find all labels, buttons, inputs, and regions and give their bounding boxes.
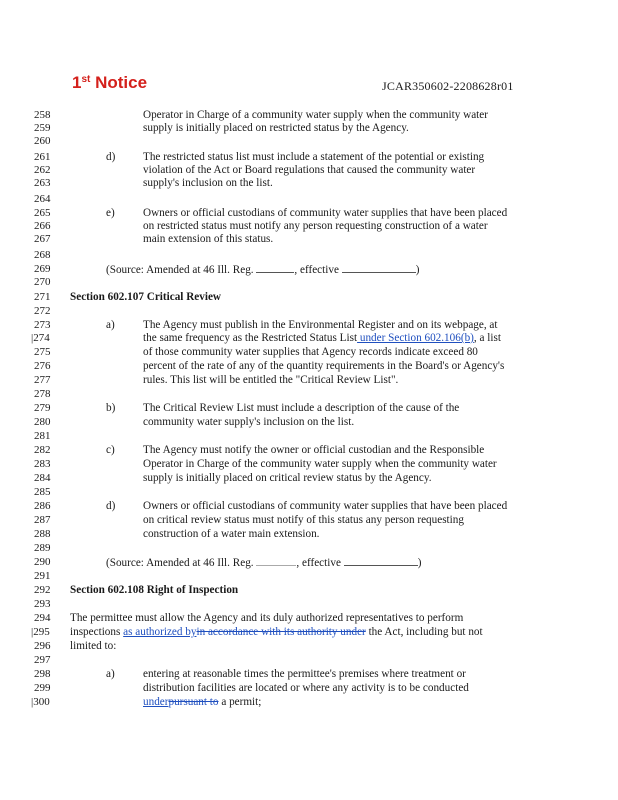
blank-line — [344, 556, 418, 566]
line-number: 296 — [34, 640, 51, 652]
line-number: 266 — [34, 220, 51, 232]
body-text: The Critical Review List must include a description of the cause of the — [143, 402, 460, 414]
item-label: d) — [106, 500, 116, 512]
body-text: on critical review status must notify of this status any person requesting — [143, 514, 464, 526]
line-number: 264 — [34, 193, 51, 205]
item-label: d) — [106, 151, 116, 163]
source-note: (Source: Amended at 46 Ill. Reg. , effective ) — [106, 557, 422, 569]
body-text: limited to: — [70, 640, 117, 652]
line-number: 300 — [33, 696, 50, 708]
line-number-with-change-bar: |300 — [31, 696, 50, 708]
line-number: 260 — [34, 135, 51, 147]
line-number: 273 — [34, 319, 51, 331]
body-text: construction of a water main extension. — [143, 528, 320, 540]
body-text: the same frequency as the Restricted Status List under Section 602.106(b), a list — [143, 332, 501, 344]
item-label: a) — [106, 668, 115, 680]
body-text: supply's inclusion on the list. — [143, 177, 273, 189]
line-number: 269 — [34, 263, 51, 275]
document-code: JCAR350602-2208628r01 — [382, 79, 514, 93]
section-heading: Section 602.107 Critical Review — [70, 291, 221, 303]
line-number: 299 — [34, 682, 51, 694]
line-number-with-change-bar: |274 — [31, 332, 50, 344]
line-number: 277 — [34, 374, 51, 386]
line-number: 287 — [34, 514, 51, 526]
notice-superscript: st — [81, 74, 91, 85]
notice-word: Notice — [95, 73, 148, 92]
line-number: 293 — [34, 598, 51, 610]
line-number: 286 — [34, 500, 51, 512]
body-text: entering at reasonable times the permittee's premises where treatment or — [143, 668, 466, 680]
line-number: 294 — [34, 612, 51, 624]
body-text: of those community water supplies that Agency records indicate exceed 80 — [143, 346, 478, 358]
line-number: 285 — [34, 486, 51, 498]
line-number: 298 — [34, 668, 51, 680]
item-label: c) — [106, 444, 115, 456]
line-number: 274 — [33, 332, 50, 344]
item-label: e) — [106, 207, 115, 219]
line-number: 292 — [34, 584, 51, 596]
body-text: percent of the rate of any of the quantity requirements in the Board's or Agency's — [143, 360, 505, 372]
line-number: 282 — [34, 444, 51, 456]
line-number: 276 — [34, 360, 51, 372]
line-number: 284 — [34, 472, 51, 484]
body-text: on restricted status must notify any person requesting construction of a water — [143, 220, 488, 232]
body-text: main extension of this status. — [143, 233, 274, 245]
body-text: Owners or official custodians of community water supplies that have been placed — [143, 500, 508, 512]
line-number: 261 — [34, 151, 51, 163]
line-number: 270 — [34, 276, 51, 288]
line-number: 268 — [34, 249, 51, 261]
line-number: 271 — [34, 291, 51, 303]
line-number: 291 — [34, 570, 51, 582]
source-note: (Source: Amended at 46 Ill. Reg. , effective ) — [106, 264, 420, 276]
line-number: 280 — [34, 416, 51, 428]
line-number: 259 — [34, 122, 51, 134]
line-number: 262 — [34, 164, 51, 176]
line-number: 281 — [34, 430, 51, 442]
body-text: community water supply's inclusion on the list. — [143, 416, 355, 428]
line-number: 263 — [34, 177, 51, 189]
body-text: Operator in Charge of the community water supply when the community water — [143, 458, 497, 470]
line-number: 290 — [34, 556, 51, 568]
body-text: The Agency must notify the owner or official custodian and the Responsible — [143, 444, 485, 456]
body-text: The Agency must publish in the Environmental Register and on its webpage, at — [143, 319, 498, 331]
line-number: 289 — [34, 542, 51, 554]
body-text: Owners or official custodians of community water supplies that have been placed — [143, 207, 508, 219]
line-number: 278 — [34, 388, 51, 400]
notice-title — [72, 73, 147, 93]
line-number-with-change-bar: |295 — [31, 626, 50, 638]
line-number: 283 — [34, 458, 51, 470]
body-text: Operator in Charge of a community water supply when the community water — [143, 109, 488, 121]
inserted-text: under — [143, 696, 169, 708]
line-number: 297 — [34, 654, 51, 666]
body-text: violation of the Act or Board regulations that caused the community water — [143, 164, 476, 176]
body-text: The permittee must allow the Agency and its duly authorized representatives to perform — [70, 612, 464, 624]
blank-line — [256, 263, 294, 273]
deleted-text: pursuant to — [168, 696, 219, 708]
line-number: 295 — [33, 626, 50, 638]
body-text: supply is initially placed on critical review status by the Agency. — [143, 472, 432, 484]
item-label: a) — [106, 319, 115, 331]
blank-line — [256, 556, 296, 566]
body-text: distribution facilities are located or where any activity is to be conducted — [143, 682, 469, 694]
line-number: 258 — [34, 109, 51, 121]
body-text: supply is initially placed on restricted status by the Agency. — [143, 122, 409, 134]
line-number: 279 — [34, 402, 51, 414]
inserted-text: as authorized by — [123, 626, 197, 638]
line-number: 272 — [34, 305, 51, 317]
item-label: b) — [106, 402, 116, 414]
line-number: 288 — [34, 528, 51, 540]
inserted-text: under Section 602.106(b) — [357, 332, 474, 344]
body-text: The restricted status list must include a statement of the potential or existing — [143, 151, 485, 163]
deleted-text: in accordance with its authority under — [196, 626, 366, 638]
line-number: 275 — [34, 346, 51, 358]
body-text: inspections as authorized byin accordance with its authority under the Act, including but not — [70, 626, 483, 638]
body-text: rules. This list will be entitled the "Critical Review List". — [143, 374, 399, 386]
body-text: underpursuant to a permit; — [143, 696, 262, 708]
line-number: 265 — [34, 207, 51, 219]
section-heading: Section 602.108 Right of Inspection — [70, 584, 239, 596]
line-number: 267 — [34, 233, 51, 245]
notice-number: 1 — [72, 73, 82, 92]
blank-line — [342, 263, 416, 273]
